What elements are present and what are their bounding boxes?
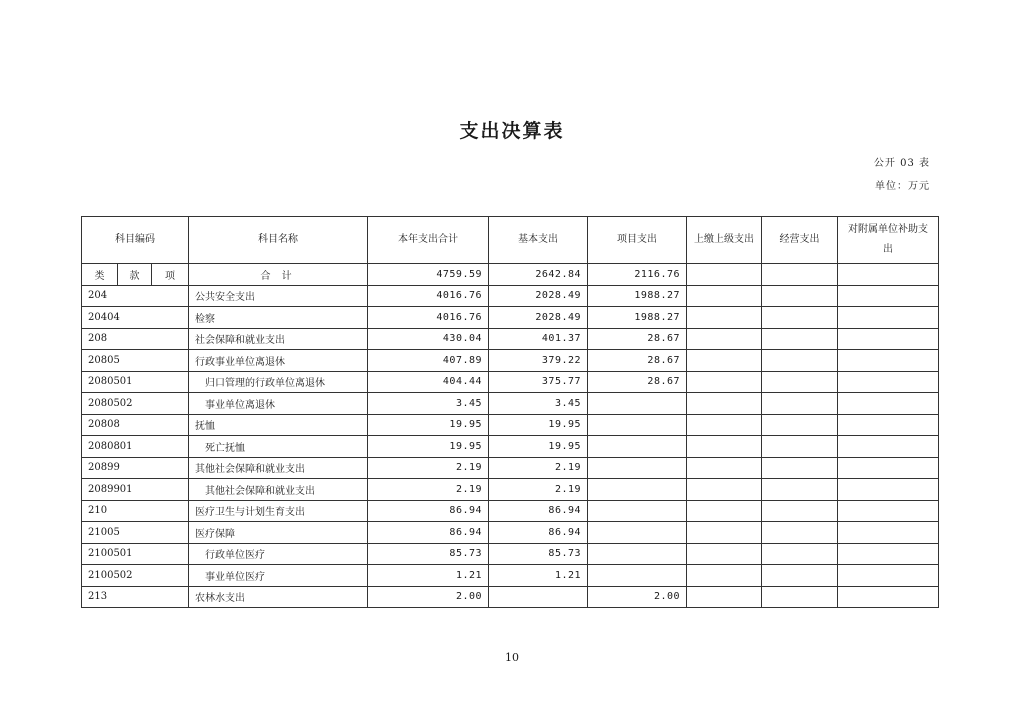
cell-basic: 86.94	[489, 522, 588, 544]
cell-name: 行政单位医疗	[189, 543, 368, 565]
cell-name: 行政事业单位离退休	[189, 350, 368, 372]
cell-total: 2.19	[368, 479, 489, 501]
cell-business	[762, 500, 838, 522]
table-row	[82, 543, 939, 565]
cell-code: 20805	[82, 350, 189, 372]
cell-project	[588, 436, 687, 458]
expenditure-table	[81, 216, 939, 608]
table-row	[82, 522, 939, 544]
cell-business	[762, 307, 838, 329]
cell-total: 404.44	[368, 371, 489, 393]
subheader-xiang: 项	[152, 264, 189, 286]
cell-total: 19.95	[368, 436, 489, 458]
cell-basic: 85.73	[489, 543, 588, 565]
cell-total: 86.94	[368, 500, 489, 522]
cell-name: 检察	[189, 307, 368, 329]
header-name: 科目名称	[189, 217, 368, 264]
cell-name: 其他社会保障和就业支出	[189, 479, 368, 501]
cell-name: 社会保障和就业支出	[189, 328, 368, 350]
cell-subsidy	[838, 500, 939, 522]
cell-upper	[687, 414, 762, 436]
cell-subsidy	[838, 328, 939, 350]
cell-business	[762, 457, 838, 479]
cell-total: 85.73	[368, 543, 489, 565]
cell-subsidy	[838, 350, 939, 372]
table-row	[82, 350, 939, 372]
subheader-heji: 合 计	[189, 264, 368, 286]
header-row	[82, 217, 939, 264]
total-basic: 2642.84	[489, 264, 588, 286]
cell-project	[588, 500, 687, 522]
table-row	[82, 436, 939, 458]
cell-business	[762, 285, 838, 307]
cell-subsidy	[838, 414, 939, 436]
cell-subsidy	[838, 393, 939, 415]
cell-total: 4016.76	[368, 285, 489, 307]
cell-upper	[687, 457, 762, 479]
cell-business	[762, 436, 838, 458]
cell-total: 407.89	[368, 350, 489, 372]
cell-subsidy	[838, 543, 939, 565]
cell-business	[762, 371, 838, 393]
header-total: 本年支出合计	[368, 217, 489, 264]
cell-code: 2080801	[82, 436, 189, 458]
header-code: 科目编码	[82, 217, 189, 264]
cell-upper	[687, 285, 762, 307]
cell-basic: 2.19	[489, 457, 588, 479]
header-subsidy: 对附属单位补助支出	[838, 217, 939, 264]
cell-business	[762, 522, 838, 544]
cell-subsidy	[838, 307, 939, 329]
cell-basic	[489, 586, 588, 608]
cell-subsidy	[838, 436, 939, 458]
cell-code: 2080501	[82, 371, 189, 393]
cell-project	[588, 457, 687, 479]
table-row	[82, 414, 939, 436]
cell-basic: 2.19	[489, 479, 588, 501]
cell-basic: 375.77	[489, 371, 588, 393]
cell-code: 204	[82, 285, 189, 307]
cell-upper	[687, 393, 762, 415]
header-business: 经营支出	[762, 217, 838, 264]
cell-name: 农林水支出	[189, 586, 368, 608]
table-row	[82, 586, 939, 608]
cell-project	[588, 565, 687, 587]
total-project: 2116.76	[588, 264, 687, 286]
cell-business	[762, 543, 838, 565]
table-row	[82, 371, 939, 393]
cell-business	[762, 414, 838, 436]
subheader-kuan: 款	[118, 264, 152, 286]
table-row	[82, 393, 939, 415]
table-row	[82, 457, 939, 479]
cell-code: 20808	[82, 414, 189, 436]
cell-subsidy	[838, 457, 939, 479]
cell-project: 2.00	[588, 586, 687, 608]
table-row	[82, 307, 939, 329]
table-row	[82, 285, 939, 307]
table-row	[82, 328, 939, 350]
total-upper	[687, 264, 762, 286]
cell-upper	[687, 586, 762, 608]
cell-basic: 2028.49	[489, 307, 588, 329]
cell-upper	[687, 350, 762, 372]
header-project: 项目支出	[588, 217, 687, 264]
cell-upper	[687, 522, 762, 544]
unit-label: 单位：万元	[875, 181, 930, 192]
page-number: 10	[505, 651, 519, 664]
cell-subsidy	[838, 479, 939, 501]
cell-code: 2089901	[82, 479, 189, 501]
cell-business	[762, 393, 838, 415]
header-upper: 上缴上级支出	[687, 217, 762, 264]
cell-business	[762, 479, 838, 501]
cell-upper	[687, 500, 762, 522]
cell-project	[588, 543, 687, 565]
cell-total: 3.45	[368, 393, 489, 415]
cell-project: 28.67	[588, 371, 687, 393]
cell-project: 1988.27	[588, 307, 687, 329]
cell-code: 210	[82, 500, 189, 522]
cell-business	[762, 328, 838, 350]
header-basic: 基本支出	[489, 217, 588, 264]
form-number: 公开 03 表	[873, 158, 930, 169]
cell-project: 1988.27	[588, 285, 687, 307]
cell-basic: 2028.49	[489, 285, 588, 307]
cell-basic: 86.94	[489, 500, 588, 522]
cell-total: 19.95	[368, 414, 489, 436]
cell-name: 医疗保障	[189, 522, 368, 544]
cell-upper	[687, 328, 762, 350]
cell-project	[588, 393, 687, 415]
table-row	[82, 565, 939, 587]
cell-name: 事业单位医疗	[189, 565, 368, 587]
cell-upper	[687, 565, 762, 587]
cell-project: 28.67	[588, 350, 687, 372]
cell-name: 抚恤	[189, 414, 368, 436]
table-row	[82, 479, 939, 501]
cell-total: 4016.76	[368, 307, 489, 329]
cell-project	[588, 522, 687, 544]
cell-code: 208	[82, 328, 189, 350]
cell-project: 28.67	[588, 328, 687, 350]
total-subsidy	[838, 264, 939, 286]
cell-subsidy	[838, 371, 939, 393]
cell-name: 医疗卫生与计划生育支出	[189, 500, 368, 522]
cell-basic: 1.21	[489, 565, 588, 587]
cell-business	[762, 565, 838, 587]
cell-total: 2.19	[368, 457, 489, 479]
cell-project	[588, 414, 687, 436]
cell-code: 2100501	[82, 543, 189, 565]
cell-subsidy	[838, 522, 939, 544]
cell-subsidy	[838, 285, 939, 307]
cell-code: 2100502	[82, 565, 189, 587]
table-row	[82, 500, 939, 522]
cell-basic: 19.95	[489, 414, 588, 436]
cell-total: 430.04	[368, 328, 489, 350]
cell-code: 21005	[82, 522, 189, 544]
cell-code: 2080502	[82, 393, 189, 415]
cell-upper	[687, 307, 762, 329]
cell-basic: 3.45	[489, 393, 588, 415]
cell-basic: 401.37	[489, 328, 588, 350]
cell-total: 2.00	[368, 586, 489, 608]
cell-name: 事业单位离退休	[189, 393, 368, 415]
cell-code: 20404	[82, 307, 189, 329]
cell-subsidy	[838, 565, 939, 587]
total-business	[762, 264, 838, 286]
cell-project	[588, 479, 687, 501]
cell-total: 1.21	[368, 565, 489, 587]
cell-upper	[687, 479, 762, 501]
totals-row	[82, 264, 939, 286]
cell-code: 20899	[82, 457, 189, 479]
cell-business	[762, 586, 838, 608]
cell-business	[762, 350, 838, 372]
cell-subsidy	[838, 586, 939, 608]
cell-name: 其他社会保障和就业支出	[189, 457, 368, 479]
total-total: 4759.59	[368, 264, 489, 286]
cell-basic: 19.95	[489, 436, 588, 458]
cell-upper	[687, 543, 762, 565]
cell-name: 公共安全支出	[189, 285, 368, 307]
cell-basic: 379.22	[489, 350, 588, 372]
subheader-lei: 类	[82, 264, 118, 286]
cell-code: 213	[82, 586, 189, 608]
cell-upper	[687, 371, 762, 393]
cell-name: 死亡抚恤	[189, 436, 368, 458]
cell-name: 归口管理的行政单位离退休	[189, 371, 368, 393]
cell-upper	[687, 436, 762, 458]
page-title: 支出决算表	[459, 120, 565, 142]
cell-total: 86.94	[368, 522, 489, 544]
